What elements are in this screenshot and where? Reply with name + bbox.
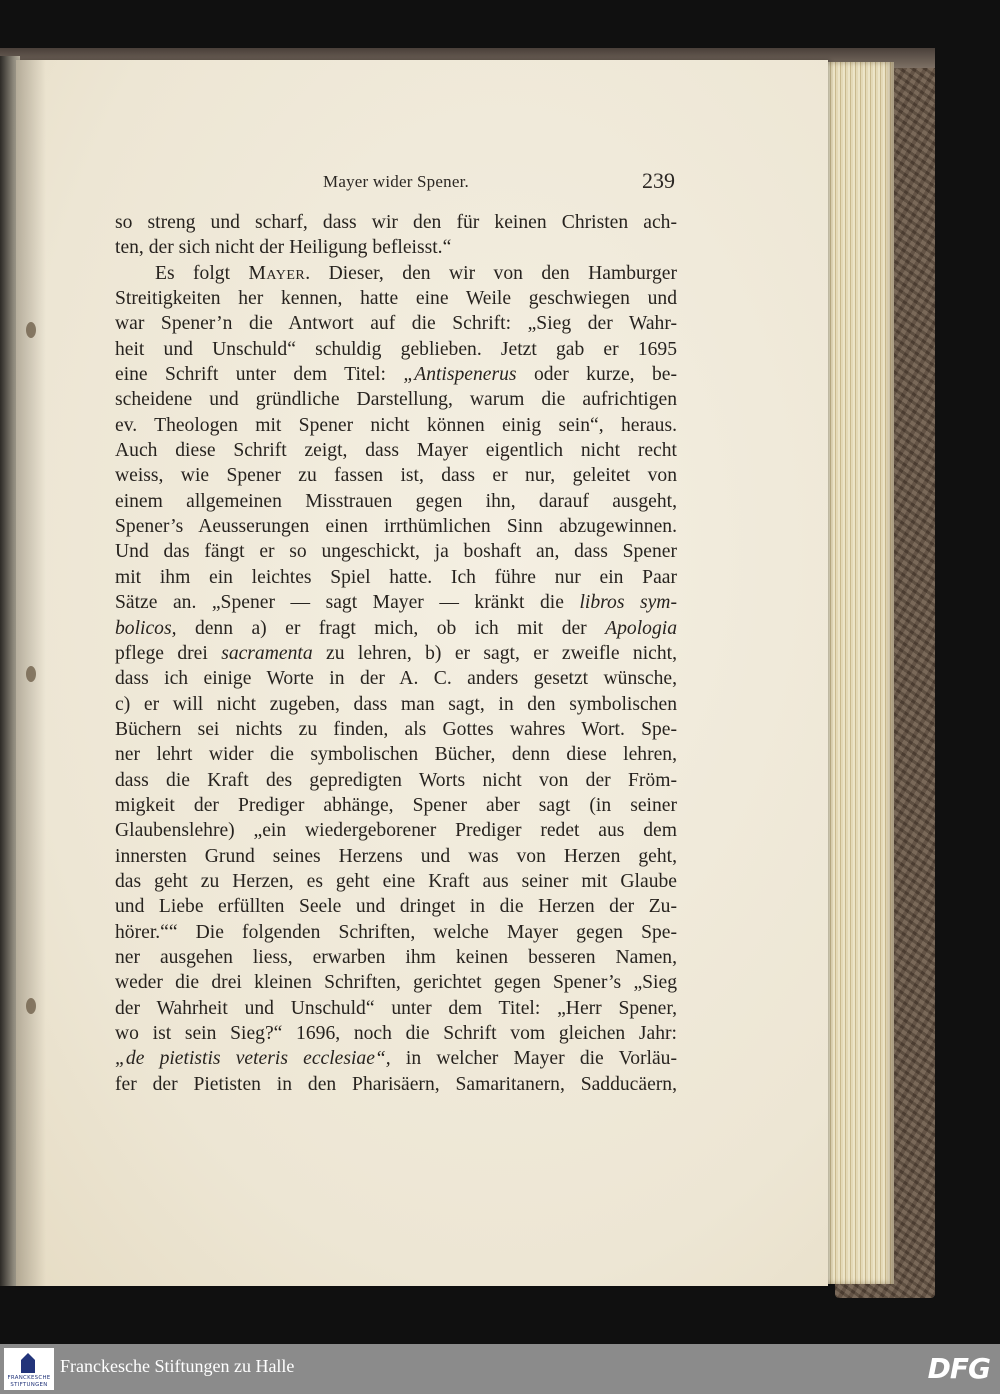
franckesche-stiftungen-logo[interactable] bbox=[4, 1348, 54, 1390]
text-line bbox=[115, 920, 677, 945]
text-segment: hörer.““ Die folgenden Schriften, welche Mayer gegen Spe- bbox=[115, 921, 677, 943]
text-line bbox=[115, 844, 677, 869]
text-segment: zu lehren, b) er sagt, er zweifle nicht, bbox=[312, 642, 677, 664]
page-number: 239 bbox=[642, 168, 675, 193]
text-line bbox=[115, 590, 677, 615]
text-segment: . Dieser, den wir von den Hamburger bbox=[305, 262, 677, 284]
running-title: Mayer wider Spener. bbox=[323, 172, 469, 191]
text-line bbox=[115, 996, 677, 1021]
text-segment: dass die Kraft des gepredigten Worts nicht von der Fröm- bbox=[115, 769, 677, 791]
text-line bbox=[115, 894, 677, 919]
text-segment: c) er will nicht zugeben, dass man sagt, in den symbolischen bbox=[115, 693, 677, 715]
text-segment: migkeit der Prediger abhänge, Spener aber sagt (in seiner bbox=[115, 794, 677, 816]
italic-text: „de pietistis veteris ecclesiae“, bbox=[115, 1048, 391, 1070]
text-segment: Und das fängt er so ungeschickt, ja boshaft an, dass Spener bbox=[115, 541, 677, 563]
text-line bbox=[115, 717, 677, 742]
text-segment: Auch diese Schrift zeigt, dass Mayer eigentlich nicht recht bbox=[115, 440, 677, 462]
text-segment: Spener’s Aeusserungen einen irrthümlichen Sinn abzugewinnen. bbox=[115, 516, 677, 538]
italic-text: „Antispenerus bbox=[403, 364, 517, 386]
text-line bbox=[115, 514, 677, 539]
text-line bbox=[115, 286, 677, 311]
text-segment: Streitigkeiten her kennen, hatte eine Weile geschwiegen und bbox=[115, 288, 677, 310]
dfg-logo[interactable]: DFG bbox=[927, 1352, 990, 1385]
text-segment: und Liebe erfüllten Seele und dringet in die Herzen der Zu- bbox=[115, 896, 677, 918]
text-line bbox=[115, 387, 677, 412]
text-line bbox=[115, 489, 677, 514]
text-segment: war Spener’n die Antwort auf die Schrift: „Sieg der Wahr- bbox=[115, 313, 677, 335]
text-segment: eine Schrift unter dem Titel: bbox=[115, 364, 404, 386]
running-head bbox=[115, 170, 677, 198]
page-block-edge bbox=[818, 62, 894, 1284]
text-segment: oder kurze, be- bbox=[516, 364, 677, 386]
binding-hole bbox=[26, 666, 36, 682]
text-line bbox=[115, 616, 677, 641]
italic-text: libros sym- bbox=[579, 592, 677, 614]
text-segment: scheidene und gründliche Darstellung, warum die aufrichtigen bbox=[115, 389, 677, 411]
text-line bbox=[115, 818, 677, 843]
text-segment: Es folgt bbox=[155, 262, 249, 284]
binding-hole bbox=[26, 322, 36, 338]
text-segment: dass ich einige Worte in der A. C. anders gesetzt wünsche, bbox=[115, 668, 677, 690]
text-line bbox=[115, 1021, 677, 1046]
text-segment: der Wahrheit und Unschuld“ unter dem Titel: „Herr Spener, bbox=[115, 997, 677, 1019]
text-segment: das geht zu Herzen, es geht eine Kraft aus seiner mit Glaube bbox=[115, 870, 677, 892]
text-line bbox=[115, 565, 677, 590]
text-line bbox=[115, 311, 677, 336]
text-segment: Glaubenslehre) „ein wiedergeborener Prediger redet aus dem bbox=[115, 820, 677, 842]
footer-bar bbox=[0, 1344, 1000, 1394]
text-line bbox=[115, 413, 677, 438]
text-segment: in welcher Mayer die Vorläu- bbox=[390, 1048, 677, 1070]
body-text bbox=[115, 210, 677, 1097]
logo-emblem-icon bbox=[21, 1353, 35, 1373]
text-segment: ev. Theologen mit Spener nicht können einig sein“, heraus. bbox=[115, 414, 677, 436]
text-segment: ner ausgehen liess, erwarben ihm keinen besseren Namen, bbox=[115, 946, 677, 968]
text-segment: wo ist sein Sieg?“ 1696, noch die Schrift vom gleichen Jahr: bbox=[115, 1023, 677, 1044]
text-segment: ten, der sich nicht der Heiligung befleisst.“ bbox=[115, 237, 452, 259]
text-line bbox=[115, 970, 677, 995]
text-line bbox=[115, 235, 677, 260]
text-line bbox=[115, 438, 677, 463]
text-segment: einem allgemeinen Misstrauen gegen ihn, darauf ausgeht, bbox=[115, 490, 677, 512]
text-line bbox=[115, 1046, 677, 1071]
text-line bbox=[115, 666, 677, 691]
text-segment: heit und Unschuld“ schuldig geblieben. Jetzt gab er 1695 bbox=[115, 338, 677, 360]
italic-text: bolicos, bbox=[115, 617, 177, 639]
text-line bbox=[115, 742, 677, 767]
text-line bbox=[115, 641, 677, 666]
italic-text: sacramenta bbox=[221, 642, 313, 664]
small-caps-name: Mayer bbox=[248, 262, 306, 284]
logo-text: FRANCKESCHE STIFTUNGEN bbox=[7, 1375, 51, 1388]
text-segment: mit ihm ein leichtes Spiel hatte. Ich führe nur ein Paar bbox=[115, 566, 677, 588]
text-segment: denn a) er fragt mich, ob ich mit der bbox=[176, 617, 606, 639]
text-line bbox=[115, 261, 677, 286]
institution-name[interactable]: Franckesche Stiftungen zu Halle bbox=[60, 1356, 295, 1376]
text-segment: pflege drei bbox=[115, 642, 222, 664]
text-segment: Sätze an. „Spener — sagt Mayer — kränkt die bbox=[115, 592, 580, 614]
binding-hole bbox=[26, 998, 36, 1014]
text-line bbox=[115, 945, 677, 970]
text-line bbox=[115, 337, 677, 362]
text-line bbox=[115, 362, 677, 387]
text-line bbox=[115, 768, 677, 793]
text-segment: Büchern sei nichts zu finden, als Gottes wahres Wort. Spe- bbox=[115, 718, 677, 740]
text-line bbox=[115, 869, 677, 894]
text-line bbox=[115, 692, 677, 717]
text-segment: weder die drei kleinen Schriften, gerichtet gegen Spener’s „Sieg bbox=[115, 972, 677, 994]
text-line bbox=[115, 463, 677, 488]
text-line bbox=[115, 1072, 677, 1097]
text-line bbox=[115, 210, 677, 235]
text-segment: weiss, wie Spener zu fassen ist, dass er nur, geleitet von bbox=[115, 465, 677, 487]
text-line bbox=[115, 539, 677, 564]
text-segment: ner lehrt wider die symbolischen Bücher, denn diese lehren, bbox=[115, 744, 677, 766]
italic-text: Apologia bbox=[605, 617, 677, 639]
text-segment: innersten Grund seines Herzens und was von Herzen geht, bbox=[115, 845, 677, 867]
text-segment: so streng und scharf, dass wir den für keinen Christen ach- bbox=[115, 212, 677, 233]
text-line bbox=[115, 793, 677, 818]
text-segment: fer der Pietisten in den Pharisäern, Samaritanern, Sadducäern, bbox=[115, 1073, 677, 1095]
